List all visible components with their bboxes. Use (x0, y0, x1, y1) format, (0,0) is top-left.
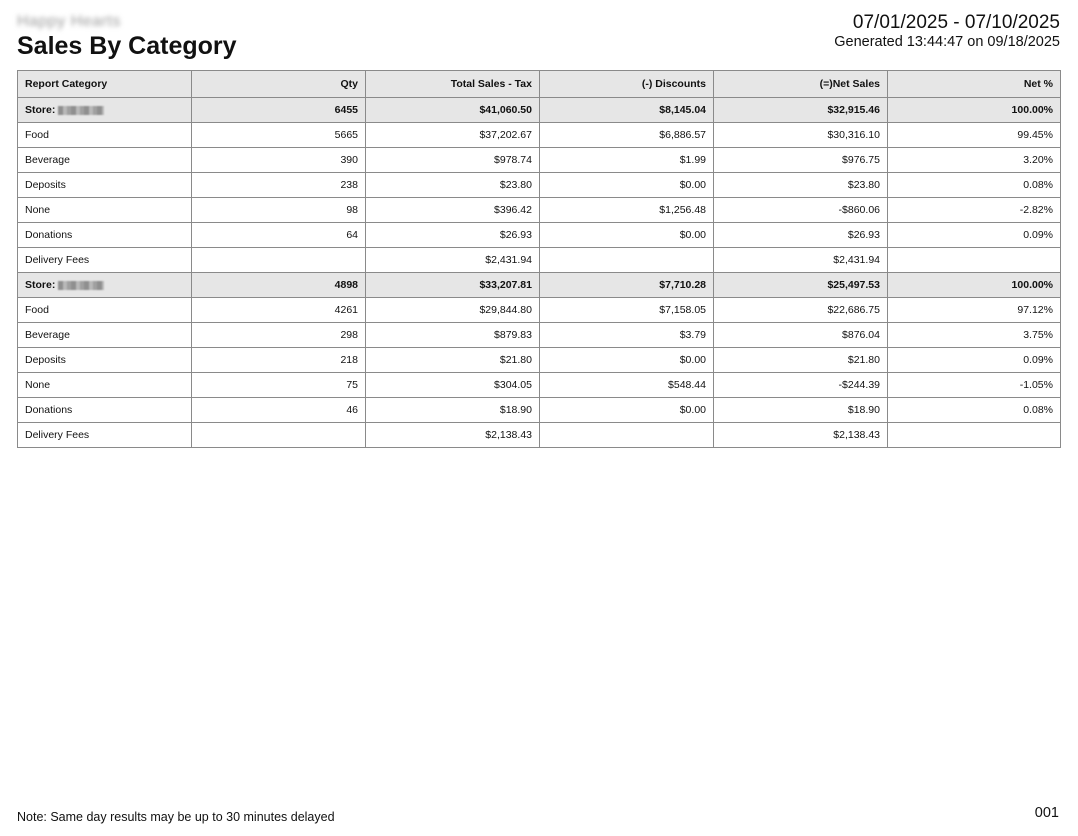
qty-cell (192, 248, 366, 273)
net-percent-cell: -2.82% (888, 198, 1061, 223)
category-cell: Deposits (18, 348, 192, 373)
store-total-sales: $41,060.50 (366, 98, 540, 123)
net-sales-cell: $2,431.94 (714, 248, 888, 273)
table-row (18, 423, 1061, 448)
net-percent-cell: 0.09% (888, 348, 1061, 373)
total-sales-cell: $21.80 (366, 348, 540, 373)
store-label: Store: (25, 279, 56, 291)
total-sales-cell: $23.80 (366, 173, 540, 198)
table-row (18, 148, 1061, 173)
qty-cell: 98 (192, 198, 366, 223)
column-header-net-sales: (=)Net Sales (714, 71, 888, 98)
net-percent-cell (888, 423, 1061, 448)
qty-cell: 5665 (192, 123, 366, 148)
net-percent-cell: 0.08% (888, 173, 1061, 198)
generated-timestamp: Generated 13:44:47 on 09/18/2025 (834, 34, 1060, 50)
net-sales-cell: $21.80 (714, 348, 888, 373)
net-percent-cell: 3.20% (888, 148, 1061, 173)
category-cell: Food (18, 298, 192, 323)
qty-cell: 4261 (192, 298, 366, 323)
table-row (18, 123, 1061, 148)
qty-cell: 390 (192, 148, 366, 173)
total-sales-cell: $2,138.43 (366, 423, 540, 448)
net-sales-cell: -$244.39 (714, 373, 888, 398)
category-cell: Food (18, 123, 192, 148)
discounts-cell (540, 423, 714, 448)
discounts-cell: $548.44 (540, 373, 714, 398)
total-sales-cell: $18.90 (366, 398, 540, 423)
store-label-cell (18, 273, 192, 298)
store-net-percent: 100.00% (888, 273, 1061, 298)
discounts-cell: $0.00 (540, 398, 714, 423)
business-name: Happy Hearts (17, 13, 121, 30)
net-percent-cell: 3.75% (888, 323, 1061, 348)
net-sales-cell: $2,138.43 (714, 423, 888, 448)
discounts-cell: $3.79 (540, 323, 714, 348)
report-header (17, 12, 237, 60)
net-sales-cell: $23.80 (714, 173, 888, 198)
total-sales-cell: $396.42 (366, 198, 540, 223)
qty-cell: 75 (192, 373, 366, 398)
total-sales-cell: $26.93 (366, 223, 540, 248)
qty-cell: 298 (192, 323, 366, 348)
store-net-sales: $32,915.46 (714, 98, 888, 123)
table-row (18, 323, 1061, 348)
redacted-store-name (58, 281, 104, 290)
column-header-qty: Qty (192, 71, 366, 98)
table-row (18, 298, 1061, 323)
table-row (18, 198, 1061, 223)
net-percent-cell (888, 248, 1061, 273)
store-net-sales: $25,497.53 (714, 273, 888, 298)
discounts-cell: $6,886.57 (540, 123, 714, 148)
category-cell: Delivery Fees (18, 423, 192, 448)
store-net-percent: 100.00% (888, 98, 1061, 123)
column-header-report-category: Report Category (18, 71, 192, 98)
net-sales-cell: $30,316.10 (714, 123, 888, 148)
category-cell: None (18, 198, 192, 223)
net-percent-cell: 99.45% (888, 123, 1061, 148)
discounts-cell: $1.99 (540, 148, 714, 173)
page-number: 001 (1034, 805, 1059, 821)
qty-cell: 238 (192, 173, 366, 198)
column-header-discounts: (-) Discounts (540, 71, 714, 98)
total-sales-cell: $879.83 (366, 323, 540, 348)
column-header-total-sales-tax: Total Sales - Tax (366, 71, 540, 98)
qty-cell (192, 423, 366, 448)
sales-by-category-table (17, 70, 1061, 448)
table-row (18, 223, 1061, 248)
store-qty: 6455 (192, 98, 366, 123)
store-summary-row (18, 98, 1061, 123)
store-discounts: $7,710.28 (540, 273, 714, 298)
table-row (18, 248, 1061, 273)
discounts-cell: $0.00 (540, 173, 714, 198)
category-cell: Beverage (18, 323, 192, 348)
redacted-store-name (58, 106, 104, 115)
total-sales-cell: $304.05 (366, 373, 540, 398)
net-sales-cell: $22,686.75 (714, 298, 888, 323)
store-summary-row (18, 273, 1061, 298)
table-row (18, 398, 1061, 423)
net-sales-cell: -$860.06 (714, 198, 888, 223)
qty-cell: 64 (192, 223, 366, 248)
discounts-cell: $7,158.05 (540, 298, 714, 323)
category-cell: Donations (18, 223, 192, 248)
footer-note: Note: Same day results may be up to 30 minutes delayed (17, 810, 335, 824)
date-range: 07/01/2025 - 07/10/2025 (852, 12, 1060, 33)
discounts-cell: $0.00 (540, 223, 714, 248)
category-cell: None (18, 373, 192, 398)
net-percent-cell: 0.08% (888, 398, 1061, 423)
net-sales-cell: $976.75 (714, 148, 888, 173)
net-sales-cell: $26.93 (714, 223, 888, 248)
store-total-sales: $33,207.81 (366, 273, 540, 298)
total-sales-cell: $37,202.67 (366, 123, 540, 148)
category-cell: Delivery Fees (18, 248, 192, 273)
total-sales-cell: $2,431.94 (366, 248, 540, 273)
category-cell: Donations (18, 398, 192, 423)
table-row (18, 373, 1061, 398)
store-label: Store: (25, 104, 56, 116)
table-row (18, 173, 1061, 198)
discounts-cell (540, 248, 714, 273)
total-sales-cell: $978.74 (366, 148, 540, 173)
category-cell: Beverage (18, 148, 192, 173)
discounts-cell: $0.00 (540, 348, 714, 373)
net-sales-cell: $876.04 (714, 323, 888, 348)
table-header-row (18, 71, 1061, 98)
store-qty: 4898 (192, 273, 366, 298)
total-sales-cell: $29,844.80 (366, 298, 540, 323)
table-row (18, 348, 1061, 373)
net-percent-cell: 97.12% (888, 298, 1061, 323)
store-label-cell (18, 98, 192, 123)
net-percent-cell: 0.09% (888, 223, 1061, 248)
column-header-net-percent: Net % (888, 71, 1061, 98)
qty-cell: 46 (192, 398, 366, 423)
net-percent-cell: -1.05% (888, 373, 1061, 398)
report-meta (834, 12, 1060, 50)
category-cell: Deposits (18, 173, 192, 198)
net-sales-cell: $18.90 (714, 398, 888, 423)
page-title: Sales By Category (17, 32, 237, 60)
discounts-cell: $1,256.48 (540, 198, 714, 223)
qty-cell: 218 (192, 348, 366, 373)
store-discounts: $8,145.04 (540, 98, 714, 123)
